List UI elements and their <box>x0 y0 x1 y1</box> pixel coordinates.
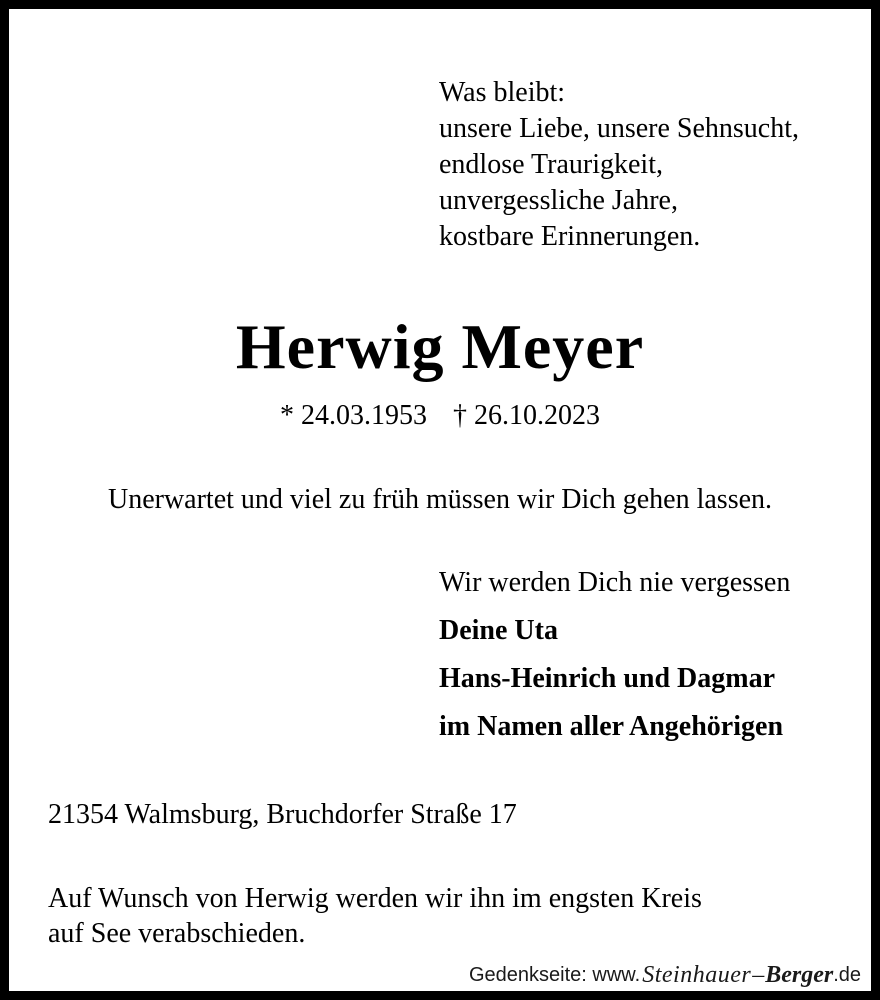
signature-name: Deine Uta <box>439 615 558 646</box>
signature-name: Hans-Heinrich und Dagmar <box>439 663 776 694</box>
deceased-name: Herwig Meyer <box>235 311 645 382</box>
funeral-wish <box>48 881 702 951</box>
poem-line: kostbare Erinnerungen. <box>439 221 701 252</box>
funeral-home-logo-part1: Steinhauer <box>642 961 752 988</box>
poem-line: Was bleibt: <box>439 77 566 108</box>
funeral-home-logo-part2: Berger <box>765 961 834 988</box>
family-address: 21354 Walmsburg, Bruchdorfer Straße 17 <box>48 799 517 830</box>
farewell-message: Unerwartet und viel zu früh müssen wir Dich gehen lassen. <box>107 484 773 515</box>
poem-line: unvergessliche Jahre, <box>439 185 678 216</box>
funeral-home-logo-dash: – <box>752 961 765 988</box>
memorial-label: Gedenkseite: www. <box>469 963 641 986</box>
signature-name: im Namen aller Angehörigen <box>439 711 784 742</box>
life-dates <box>9 398 871 434</box>
wish-line: Auf Wunsch von Herwig werden wir ihn im engsten Kreis <box>48 883 702 914</box>
memorial-page-link[interactable] <box>469 957 861 993</box>
wish-line: auf See verabschieden. <box>48 918 306 949</box>
death-date: † 26.10.2023 <box>453 400 600 431</box>
birth-date: * 24.03.1953 <box>280 400 427 431</box>
memorial-domain-suffix: .de <box>833 963 861 986</box>
poem-line: unsere Liebe, unsere Sehnsucht, <box>439 113 799 144</box>
poem-line: endlose Traurigkeit, <box>439 149 663 180</box>
signature-intro: Wir werden Dich nie vergessen <box>439 567 791 598</box>
poem <box>439 75 799 255</box>
signature-block <box>439 565 790 757</box>
